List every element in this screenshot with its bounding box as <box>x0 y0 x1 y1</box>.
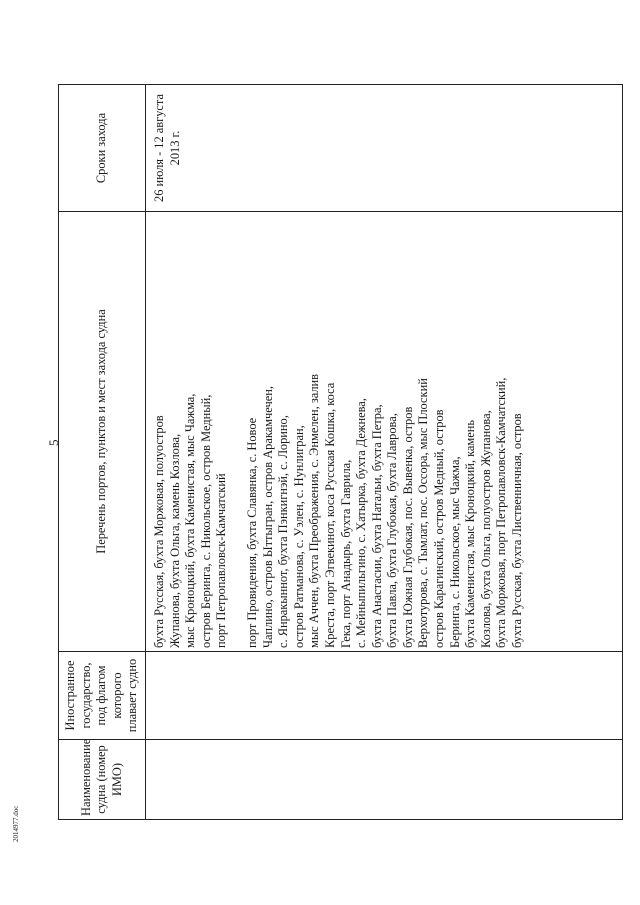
ports-paragraph <box>152 215 230 648</box>
ports-line: порт Петропавловск-Камчатский <box>214 473 229 648</box>
ports-line: бухта Моржовая, порт Петропавловск-Камчатский, <box>494 377 509 648</box>
ports-line: мыс Аччен, бухта Преображения, с. Энмелен, залив <box>307 374 322 648</box>
ports-line: с. Янракыннот, бухта Пэнкигнэй, с. Лорино, <box>276 415 291 648</box>
ports-line: с. Мейныпильгино, с. Хатырка, бухта Дежнева, <box>354 398 369 648</box>
ports-line: Жупанова, бухта Ольга, камень Козлова, <box>167 433 182 648</box>
ports-line: Беринга, с. Никольское, мыс Чажма, <box>447 456 462 648</box>
ports-line: Верхотурова, с. Тымлат, пос. Оссора, мыс Плоский <box>416 378 431 648</box>
ports-line: порт Провидения, бухта Славянка, с. Новое <box>244 417 259 648</box>
ports-line: бухта Анастасии, бухта Натальи, бухта Петра, <box>369 404 384 648</box>
ports-cell <box>145 212 622 652</box>
dates-line: 2013 г. <box>167 130 182 166</box>
header-vessel-name: Наименование судна (номер ИМО) <box>59 740 146 820</box>
ports-list <box>152 215 526 648</box>
rotated-table-container <box>58 85 598 820</box>
ports-line: остров Карагинский, остров Медный, остров <box>432 409 447 648</box>
vessel-name-cell <box>145 740 622 820</box>
flag-state-cell <box>145 652 622 740</box>
page-number: 5 <box>46 439 61 446</box>
table-row <box>145 85 622 820</box>
header-visit-dates: Сроки захода <box>59 85 146 212</box>
ports-line: остров Ратманова, с. Уэлен, с. Нунлигран, <box>291 425 306 648</box>
footer-doc-code: 2014977.doc <box>12 805 20 842</box>
ports-line: бухта Южная Глубокая, пос. Вывенка, остров <box>400 406 415 648</box>
ports-paragraph <box>245 215 526 648</box>
ports-line: Козлова, бухта Ольга, полуостров Жупанова, <box>478 410 493 648</box>
visit-dates <box>152 88 183 208</box>
ports-line: бухта Русская, бухта Лиственничная, остров <box>510 413 525 648</box>
ports-line: бухта Русская, бухта Моржовая, полуостров <box>151 415 166 648</box>
ports-table <box>58 84 623 820</box>
header-ports-list: Перечень портов, пунктов и мест захода судна <box>59 212 146 652</box>
ports-line: бухта Павла, бухта Глубокая, бухта Лаврова, <box>385 413 400 648</box>
header-flag-state: Иностранное государство, под флагом которого плавает судно <box>59 652 146 740</box>
dates-line: 26 июля - 12 августа <box>151 94 166 202</box>
dates-cell <box>145 85 622 212</box>
ports-line: остров Беринга, с. Никольское, остров Медный, <box>198 394 213 648</box>
ports-line: бухта Каменистая, мыс Кроноцкий, камень <box>463 419 478 648</box>
ports-line: Креста, порт Эгвекинот, коса Русская Кошка, коса <box>322 382 337 648</box>
ports-line: Чаплино, остров Ыттыгран, остров Аракамчечен, <box>260 386 275 648</box>
ports-line: Гека, порт Анадырь, бухта Гаврила, <box>338 459 353 648</box>
table-header-row <box>59 85 146 820</box>
ports-line: мыс Кроноцкий, бухта Каменистая, мыс Чажма, <box>183 393 198 648</box>
